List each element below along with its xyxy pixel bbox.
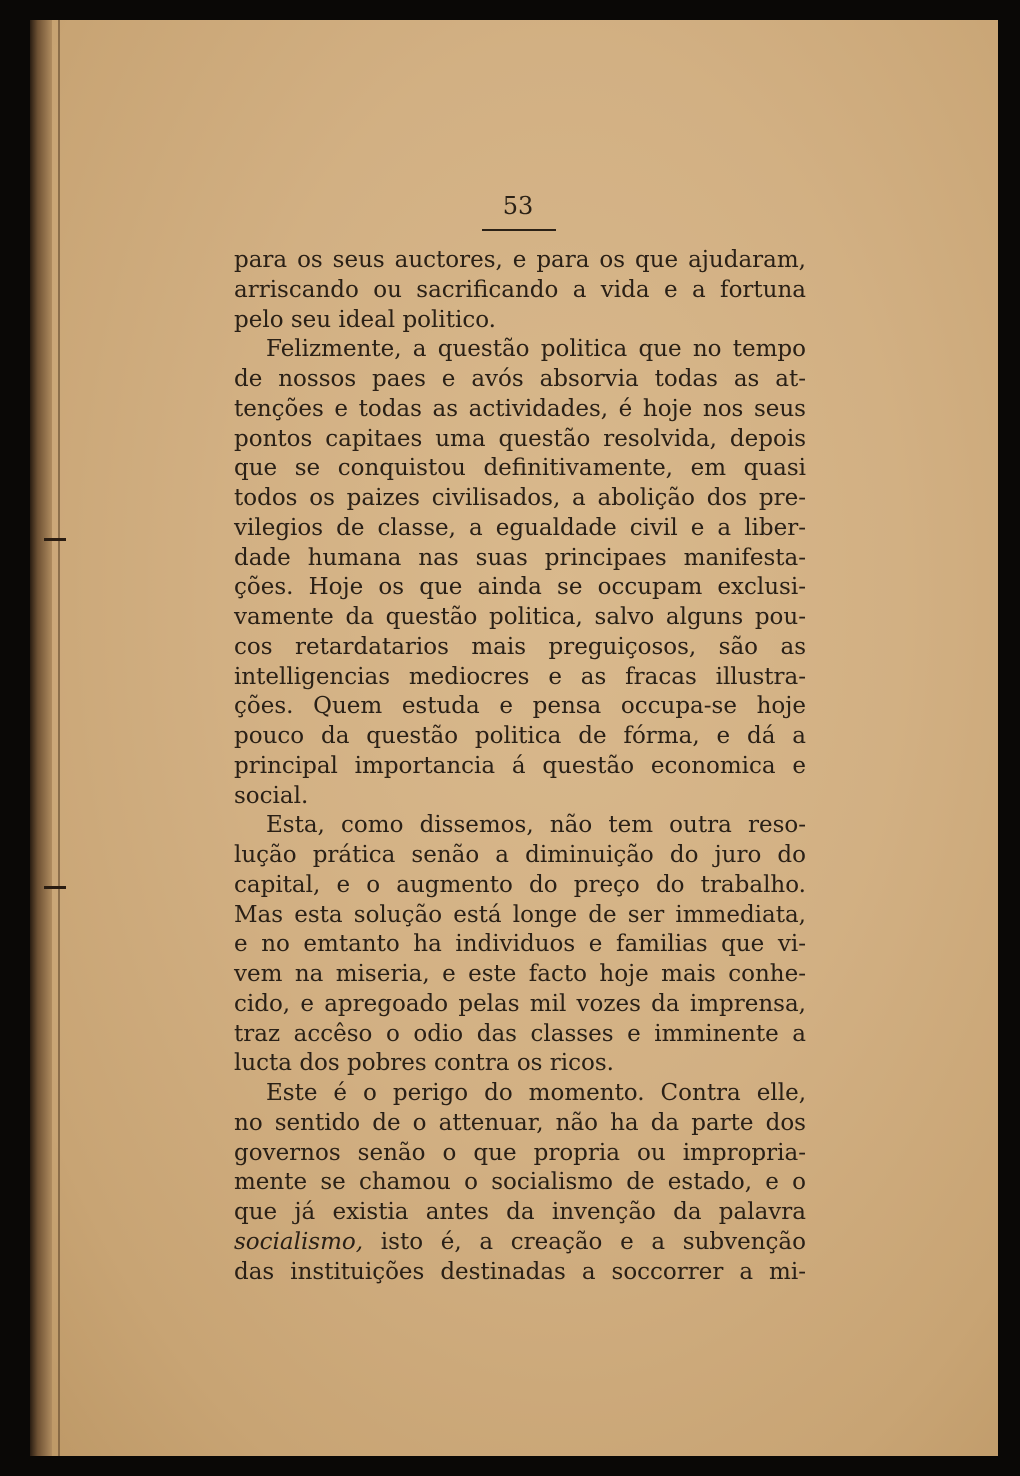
text-line: lucta dos pobres contra os ricos. [234, 1050, 614, 1077]
text-line: no sentido de o attenuar, não ha da parte dos [234, 1109, 806, 1136]
text-line: das instituições destinadas a soccorrer a mi- [234, 1258, 806, 1285]
body-text [234, 246, 806, 1287]
book-page [30, 20, 998, 1456]
text-line: Felizmente, a questão politica que no tempo [266, 336, 806, 363]
text-line: principal importancia á questão economica e [234, 752, 806, 779]
text-line: capital, e o augmento do preço do trabalho. [234, 871, 806, 898]
text-line: vilegios de classe, a egualdade civil e a liber- [234, 514, 806, 541]
text-line: e no emtanto ha individuos e familias que vi- [234, 931, 806, 958]
text-line: pouco da questão politica de fórma, e dá a [234, 723, 806, 749]
text-line: vamente da questão politica, salvo alguns pou- [234, 604, 806, 630]
line-text: isto é, a creação e a subvenção [363, 1228, 806, 1255]
text-line: Este é o perigo do momento. Contra elle, [266, 1080, 806, 1106]
text-line: Mas esta solução está longe de ser immediata, [234, 901, 806, 928]
text-line: cos retardatarios mais preguiçosos, são as [234, 633, 806, 660]
text-line: intelligencias mediocres e as fracas illustra- [234, 663, 806, 690]
page-number-rule [482, 229, 556, 231]
text-line: arriscando ou sacrificando a vida e a fortuna [234, 276, 806, 303]
text-line: cido, e apregoado pelas mil vozes da imprensa, [234, 990, 806, 1017]
binding-thread-mark [44, 886, 66, 889]
text-line: lução prática senão a diminuição do juro do [234, 842, 806, 868]
text-line: todos os paizes civilisados, a abolição dos pre- [234, 485, 806, 511]
text-line: dade humana nas suas principaes manifesta- [234, 544, 806, 571]
text-line: que já existia antes da invenção da palavra [234, 1199, 806, 1225]
italic-word: socialismo, [234, 1228, 364, 1255]
binding-thread-mark [44, 538, 66, 541]
text-line: pontos capitaes uma questão resolvida, depois [234, 425, 806, 452]
text-line: que se conquistou definitivamente, em quasi [234, 455, 806, 482]
text-line: Esta, como dissemos, não tem outra reso- [266, 812, 806, 839]
text-line [234, 1228, 806, 1258]
text-line: tenções e todas as actividades, é hoje nos seus [234, 395, 806, 422]
text-line: de nossos paes e avós absorvia todas as at- [234, 366, 806, 392]
page-number: 53 [502, 192, 534, 220]
text-line: para os seus auctores, e para os que ajudaram, [234, 247, 806, 273]
binding-shadow-line [58, 20, 60, 1456]
text-line: governos senão o que propria ou impropria- [234, 1139, 806, 1166]
text-line: mente se chamou o socialismo de estado, e o [234, 1169, 806, 1196]
text-line: social. [234, 782, 309, 809]
text-line: pelo seu ideal politico. [234, 306, 496, 333]
text-line: traz accêso o odio das classes e imminente a [234, 1020, 806, 1047]
page-binding-edge [30, 20, 52, 1456]
text-line: vem na miseria, e este facto hoje mais conhe- [234, 961, 806, 987]
text-line: ções. Hoje os que ainda se occupam exclusi- [234, 574, 806, 601]
text-line: ções. Quem estuda e pensa occupa-se hoje [234, 693, 806, 720]
